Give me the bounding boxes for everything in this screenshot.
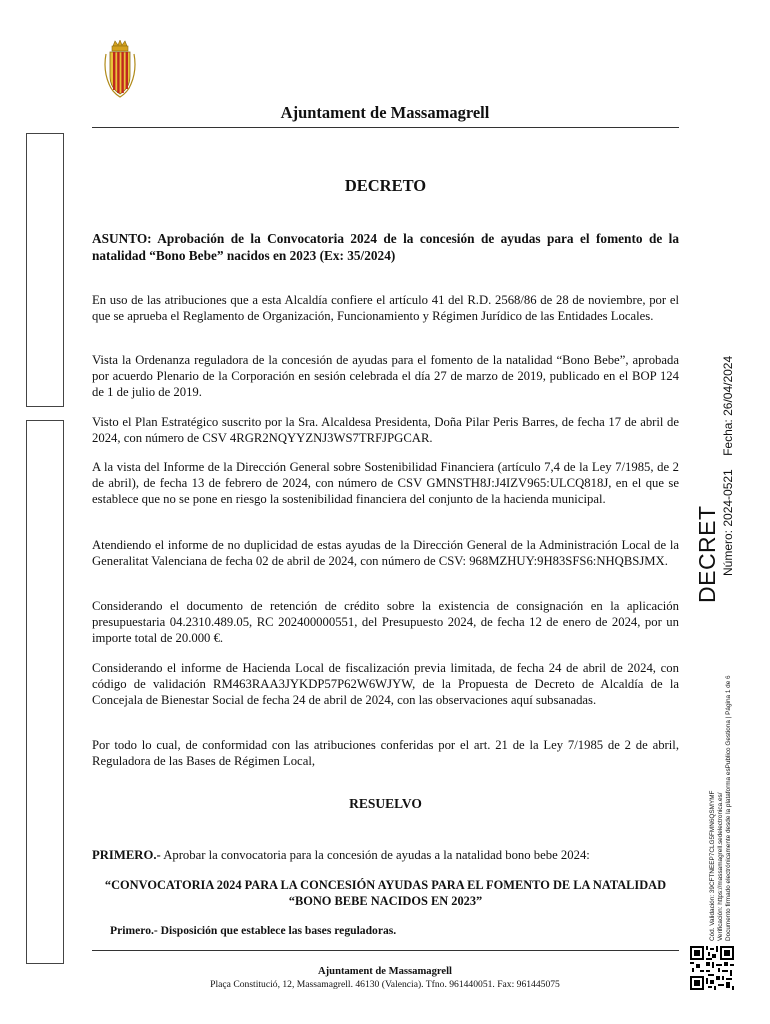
- primero-label: PRIMERO.-: [92, 848, 161, 862]
- decree-date: Fecha: 26/04/2024: [721, 355, 735, 456]
- verification-url[interactable]: Verificación: https://massamagrell.sedelectronica.es/: [717, 792, 725, 941]
- decree-number: Número: 2024-0521: [721, 469, 735, 576]
- paragraph-5: Atendiendo el informe de no duplicidad de estas ayudas de la Dirección General de la Administración Local de la Generalitat Valenciana de fecha 02 de abril de 2024, con número de CSV: 968MZHUY:9H83SFS6:NHQBSJMX.: [92, 538, 679, 569]
- paragraph-4: A la vista del Informe de la Dirección General sobre Sostenibilidad Financiera (artículo 7,4 de la Ley 7/1985, de 2 de abril), de fecha 13 de febrero de 2024, con número de CSV GMNSTH8J:J4IZV965:ULCQ818J, en el que se establece que no se pone en riesgo la sostenibilidad financiera del conjunto de la hacienda municipal.: [92, 460, 679, 507]
- primero-clause: [92, 847, 679, 863]
- coat-of-arms-seal: [103, 40, 137, 98]
- decree-number-date: [721, 356, 735, 576]
- document-title: DECRETO: [344, 176, 427, 195]
- primero-text: Aprobar la convocatoria para la concesión de ayudas a la natalidad bono bebe 2024:: [160, 848, 590, 862]
- paragraph-7: Considerando el informe de Hacienda Local de fiscalización previa limitada, de fecha 24 de abril de 2024, con código de validación RM463RAA3JYKDP57P62W6WJYW, de la Propuesta de Decreto de Alcaldía de la Concejala de Bienestar Social de fecha 24 de abril de 2024, con las observaciones aquí subsanadas.: [92, 661, 679, 708]
- convocatoria-title: “CONVOCATORIA 2024 PARA LA CONCESIÓN AYUDAS PARA EL FOMENTO DE LA NATALIDAD “BONO BEBE NACIDOS EN 2023”: [104, 878, 667, 908]
- verification-qr-code[interactable]: [690, 946, 734, 990]
- validation-code: Cód. Validación: 39CFTNEEP7CLG5FMN6QSMYMF: [709, 790, 716, 941]
- margin-box-bottom: [26, 420, 64, 964]
- paragraph-6: Considerando el documento de retención de crédito sobre la existencia de consignación en la aplicación presupuestaria 04.2310.489.05, RC 202400000551, del Presupuesto 2024, de fecha 12 de enero de 2024, por un importe total de 20.000 €.: [92, 599, 679, 646]
- paragraph-8: Por todo lo cual, de conformidad con las atribuciones conferidas por el art. 21 de la Ley 7/1985 de 2 de abril, Reguladora de las Bases de Régimen Local,: [92, 738, 679, 769]
- paragraph-3: Visto el Plan Estratégico suscrito por la Sra. Alcaldesa Presidenta, Doña Pilar Peris Barres, de fecha 17 de abril de 2024, con número de CSV 4RGR2NQYYZNJ3WS7TRFJPGCAR.: [92, 415, 679, 446]
- paragraph-2: Vista la Ordenanza reguladora de la concesión de ayudas para el fomento de la natalidad “Bono Bebe”, aprobada por acuerdo Plenario de la Corporación en sesión celebrada el día 27 de marzo de 2019, publicado en el BOP 124 de 1 de julio de 2019.: [92, 353, 679, 400]
- footer-divider: [92, 950, 679, 951]
- validation-info: [709, 675, 734, 941]
- paragraph-1: En uso de las atribuciones que a esta Alcaldía confiere el artículo 41 del R.D. 2568/86 de 28 de noviembre, por el que se aprueba el Reglamento de Organización, Funcionamiento y Régimen Jurídico de las Entidades Locales.: [92, 293, 679, 324]
- resolution-heading: RESUELVO: [349, 796, 422, 811]
- organization-title: Ajuntament de Massamagrell: [280, 103, 490, 122]
- primero-sub-heading: Primero.- Disposición que establece las bases reguladoras.: [110, 924, 397, 937]
- header-divider: [92, 127, 679, 128]
- margin-box-top: [26, 133, 64, 407]
- footer-address: Plaça Constitució, 12, Massamagrell. 46130 (Valencia). Tfno. 961440051. Fax: 961445075: [210, 979, 560, 990]
- signature-note: Documento firmado electrónicamente desde la plataforma esPublico Gestiona | Página 1 de 6: [725, 675, 733, 941]
- footer-organization: Ajuntament de Massamagrell: [318, 966, 452, 977]
- decret-stamp: DECRET: [694, 505, 720, 603]
- document-subject: ASUNTO: Aprobación de la Convocatoria 2024 de la concesión de ayudas para el fomento de la natalidad “Bono Bebe” nacidos en 2023 (Ex: 35/2024): [92, 231, 679, 263]
